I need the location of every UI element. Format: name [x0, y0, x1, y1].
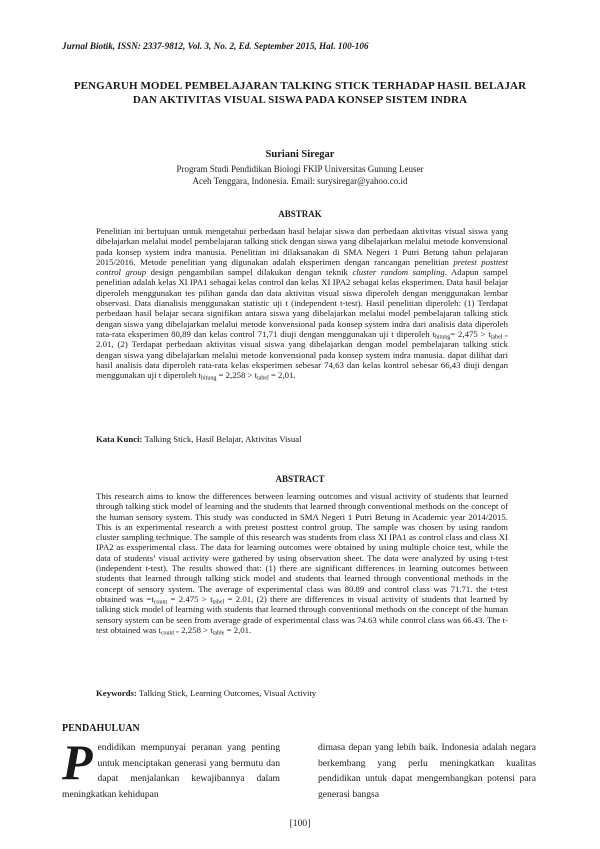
abstract-text: = 2.01, (2) there are differences in visual activity of students that learned by talking stick model of learning with students that learned through conventional methods on the concept of the human sensory system can be seen from average grade of experimental class was 74.63 while control class was 66.43. The t-test obtained was t [96, 593, 508, 635]
abstrak-text: = 2,01. [268, 370, 296, 381]
subscript: table [212, 630, 225, 637]
pendahuluan-left-column [62, 734, 280, 802]
kata-kunci-label: Kata Kunci: [96, 434, 143, 444]
abstrak-text: 2.01, (2) Terdapat perbedaan aktivitas visual siswa yang dibelajarkan dengan model pembelajaran talking stick dengan siswa yang dibelajarkan melalui metode konvensional pada konsep system indra manusia. dapat dilihat dari hasil analisis data diperoleh rata-rata kelas eksperimen sebesar 74,63 dan kelas kontrol sebesar 66,43 diuji dengan menggunakan uji t diperoleh t [96, 339, 508, 381]
journal-header: Jurnal Biotik, ISSN: 2337-9812, Vol. 3, No. 2, Ed. September 2015, Hal. 100-106 [62, 41, 369, 51]
abstract-text: = 2.475 > t [167, 593, 213, 604]
abstrak-heading: ABSTRAK [278, 209, 322, 219]
abstract-text: = 2,01. [224, 624, 252, 635]
author-contact-text: Aceh Tenggara, Indonesia. Email: surysiregar@yahoo.co.id [192, 176, 408, 186]
abstrak-text: = 2,475 > t [450, 328, 491, 339]
keywords-label: Keywords: [96, 688, 137, 698]
abstrak-body [96, 226, 508, 380]
author-contact [0, 176, 600, 188]
abstract-text: This research aims to know the differences between learning outcomes and visual activity of students that learned through talking stick model of learning and the students that learned through conventional methods on the concept of the human sensory system. This study was conducted in SMA Negeri 1 Putri Betung in Academic year 2014/2015. This is an experimental research a with pretest posttest control group. The sample was chosen by using random cluster sampling technique. The sample of this research was students from class XI IPA1 as control class and class XI IPA2 as exsperimental class. The data for learning outcomes were obtained by using multiple choice test, while the data of students’ visual activity were gathered by using observation sheet. The data were analyzed by using t-test (independent t-test). The results showed that: (1) there are significant differences in learning outcomes between students that learned through talking stick model and students that learned through conventional methods in the concept of sensory system. The average of experimental class was 80.89 and control class was 71.71. the t-test obtained was =t [96, 491, 508, 604]
page-number: [100] [289, 818, 311, 829]
pendahuluan-right-column [318, 740, 536, 802]
keywords [96, 688, 508, 698]
kata-kunci-values: Talking Stick, Hasil Belajar, Aktivitas Visual [142, 434, 302, 444]
abstract-text: 2,258 > t [179, 624, 213, 635]
author-name: Suriani Siregar [265, 149, 335, 160]
pendahuluan-text: endidikan mempunyai peranan yang penting untuk menciptakan generasi yang bermutu dan dapat menjalankan kewajibannya dalam meningkatkan kehidupan [62, 742, 280, 800]
pendahuluan-text: dimasa depan yang lebih baik. Indonesia adalah negara berkembang yang perlu meningkatkan kualitas pendidikan untuk dapat mengembangkan potensi para generasi bangsa [318, 742, 536, 800]
abstrak-text: = 2,258 > t [216, 370, 258, 381]
pendahuluan-heading: PENDAHULUAN [62, 723, 140, 734]
subscript: tabel = [490, 334, 509, 341]
subscript: count [153, 599, 168, 606]
abstrak-text: . Adapun sampel penelitian adalah kelas XI IPA1 sebagai kelas control dan kelas XI IPA2 sebagai kelas eksperimen. Data hasil belajar diperoleh menggunakan tes pilihan ganda dan data aktivitas visual siswa diperoleh dengan menggunakan lembar observasi. Data dianalisis menggunakan statistic uji t (independent t-test). Hasil penelitian diperoleh: (1) Terdapat perbedaan hasil belajar secara signifikan antara siswa yang dibelajarkan melalui model pembelajaran talking stick dengan siswa yang dibelajarkan melalui metode konvensional pada konsep system indra dari analisis data diperoleh rata-rata eksperimen 80,89 dan kelas control 71,71 diuji dengan menggunakan uji t diperoleh t [96, 267, 508, 339]
abstrak-design-term: pretest posttest control group [96, 256, 509, 278]
subscript: tabel [212, 599, 225, 606]
paper-title: PENGARUH MODEL PEMBELAJARAN TALKING STICK TERHADAP HASIL BELAJAR DAN AKTIVITAS VISUAL SISWA PADA KONSEP SISTEM INDRA [73, 80, 527, 106]
abstrak-text: Penelitian ini bertujuan untuk mengetahui perbedaan hasil belajar siswa dan perbedaan aktivitas visual siswa yang dibelajarkan melalui model pembelajaran talking stick dengan siswa yang dibelajarkan melalui metode konvensional pada konsep system indra manusia. Penelitian ini dilaksanakan di SMA Negeri 1 Putri Betung tahun pelajaran 2015/2016. Metode penelitian yang digunakan adalah eksperimen dengan rancangan penelitian [96, 226, 508, 267]
abstrak-text: design pengambilan sampel dilakukan dengan teknik [146, 267, 353, 278]
subscript: count = [160, 630, 180, 637]
subscript: hitung [200, 375, 217, 382]
subscript: tabel [257, 375, 269, 382]
subscript: hitung [434, 334, 451, 341]
keywords-values: Talking Stick, Learning Outcomes, Visual Activity [136, 688, 317, 698]
abstrak-sampling-term: cluster random sampling [352, 267, 445, 278]
abstract-heading: ABSTRACT [275, 474, 325, 484]
drop-cap: P [62, 734, 93, 790]
kata-kunci [96, 434, 508, 444]
author-affiliation: Program Studi Pendidikan Biologi FKIP Universitas Gunung Leuser [176, 164, 424, 174]
abstract-body [96, 491, 508, 635]
